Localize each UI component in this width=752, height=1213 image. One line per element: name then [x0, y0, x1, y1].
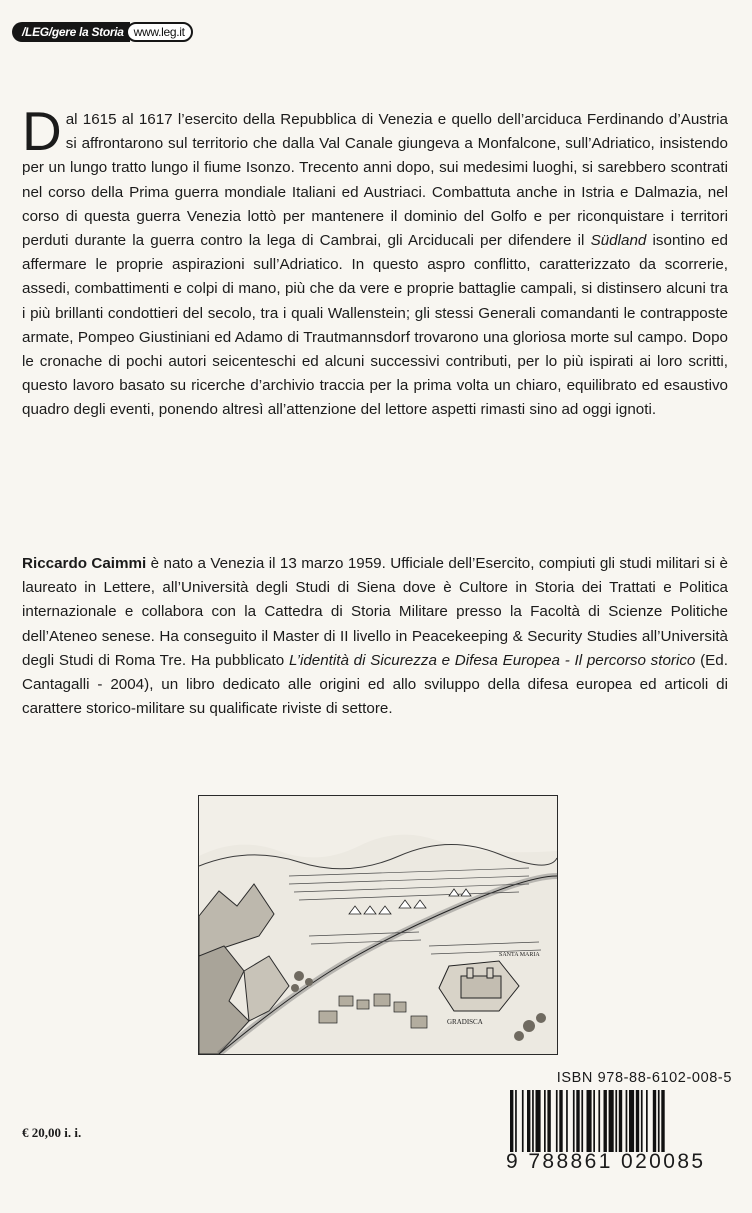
author-bio — [22, 552, 728, 721]
barcode-bar — [641, 1090, 643, 1152]
barcode-bar — [653, 1090, 656, 1152]
barcode-bar — [510, 1090, 513, 1152]
bio-text-continued: (Ed. Cantagalli - 2004), un libro dedicato alle origini ed allo sviluppo della difesa europea ed articoli di carattere storico-militare su qualificate riviste di settore. — [22, 651, 728, 718]
synopsis-text-continued: isontino ed affermare le proprie aspirazioni sull’Adriatico. In questo aspro conflitto, caratterizzato da scorrerie, assedi, combattimenti e colpi di mano, più che da vere e proprie battaglie campali, si distinsero alcuni tra i più brillanti condottieri del secolo, tra i quali Wallenstein; gli stessi Generali comandanti le contrapposte armate, Pompeo Giustiniani ed Adamo di Trautmannsdorf trovarono una gloriosa morte sul campo. Dopo le cronache di pochi autori seicenteschi ed alcuni successivi contributi, per lo più ispirati ai loro scritti, questo lavoro basato su ricerche d’archivio traccia per la prima volta un chiaro, equilibrato ed esaustivo quadro degli eventi, ponendo altresì all’attenzione del lettore aspetti rimasti sino ad oggi ignoti. — [22, 232, 728, 419]
barcode-bar — [593, 1090, 595, 1152]
barcode-bar — [559, 1090, 562, 1152]
synopsis-paragraph — [22, 100, 728, 423]
isbn-label: ISBN 978-88-6102-008-5 — [556, 1070, 732, 1086]
map-label-gradisca: GRADISCA — [447, 1018, 483, 1026]
barcode-bar — [515, 1090, 517, 1152]
barcode-bar — [573, 1090, 575, 1152]
barcode-bar — [576, 1090, 579, 1152]
barcode-bar — [532, 1090, 534, 1152]
publisher-url[interactable]: www.leg.it — [126, 22, 193, 42]
synopsis-text: al 1615 al 1617 l’esercito della Repubblica di Venezia e quello dell’arciduca Ferdinando d’Austria si affrontarono sul territorio che dalla Val Canale giungeva a Monfalcone, sull’Adriatico, insistendo per un lungo tratto lungo il fiume Isonzo. Trecento anni dopo, sui medesimi luoghi, si sarebbero scontrati nel corso della Prima guerra mondiale Italiani ed Austriaci. Combattuta anche in Istria e Dalmazia, nel corso di questa guerra Venezia lottò per mantenere il dominio del Golfo e per riconquistare i territori perduti durante la guerra contro la lega di Cambrai, gli Arciducali per difendere il — [22, 111, 728, 250]
barcode-bar — [547, 1090, 550, 1152]
barcode-bar — [598, 1090, 600, 1152]
barcode-bar — [646, 1090, 648, 1152]
barcode-bar — [587, 1090, 592, 1152]
barcode-bar — [609, 1090, 614, 1152]
barcode-bar — [658, 1090, 660, 1152]
author-name: Riccardo Caimmi — [22, 555, 147, 572]
barcode-bar — [544, 1090, 546, 1152]
barcode-bar — [522, 1090, 524, 1152]
barcode-bar — [527, 1090, 530, 1152]
historical-map-engraving — [198, 795, 558, 1055]
barcode-bar — [629, 1090, 634, 1152]
barcode-bar — [581, 1090, 583, 1152]
engraving-illustration — [199, 796, 557, 1054]
barcode-bar — [566, 1090, 568, 1152]
barcode-bar — [615, 1090, 617, 1152]
barcode-bar — [636, 1090, 639, 1152]
bio-book-title: L’identità di Sicurezza e Difesa Europea - Il percorso storico — [288, 651, 696, 669]
barcode-bar — [626, 1090, 628, 1152]
synopsis-italic-term: Südland — [590, 232, 647, 250]
drop-cap: D — [22, 100, 62, 162]
barcode-bar — [556, 1090, 558, 1152]
isbn-barcode — [508, 1090, 732, 1152]
barcode-bar — [604, 1090, 607, 1152]
bio-text: è nato a Venezia il 13 marzo 1959. Ufficiale dell’Esercito, compiuti gli studi militari si è laureato in Lettere, all’Università degli Studi di Siena dove è Cultore in Storia dei Trattati e Politica internazionale e collabora con la Cattedra di Storia Militare presso la Facoltà di Scienze Politiche dell’Ateneo senese. Ha conseguito il Master di II livello in Peacekeeping & Security Studies all’Università degli Studi di Roma Tre. Ha pubblicato — [22, 555, 728, 669]
barcode-bar — [661, 1090, 664, 1152]
barcode-bar — [536, 1090, 541, 1152]
barcode-digits: 9 788861 020085 — [506, 1150, 706, 1173]
barcode-bar — [619, 1090, 622, 1152]
map-label-santa-maria: SANTA MARIA — [499, 952, 540, 958]
series-name: /LEG/gere la Storia — [12, 22, 130, 42]
price: € 20,00 i. i. — [22, 1125, 82, 1140]
series-logo — [12, 22, 193, 42]
